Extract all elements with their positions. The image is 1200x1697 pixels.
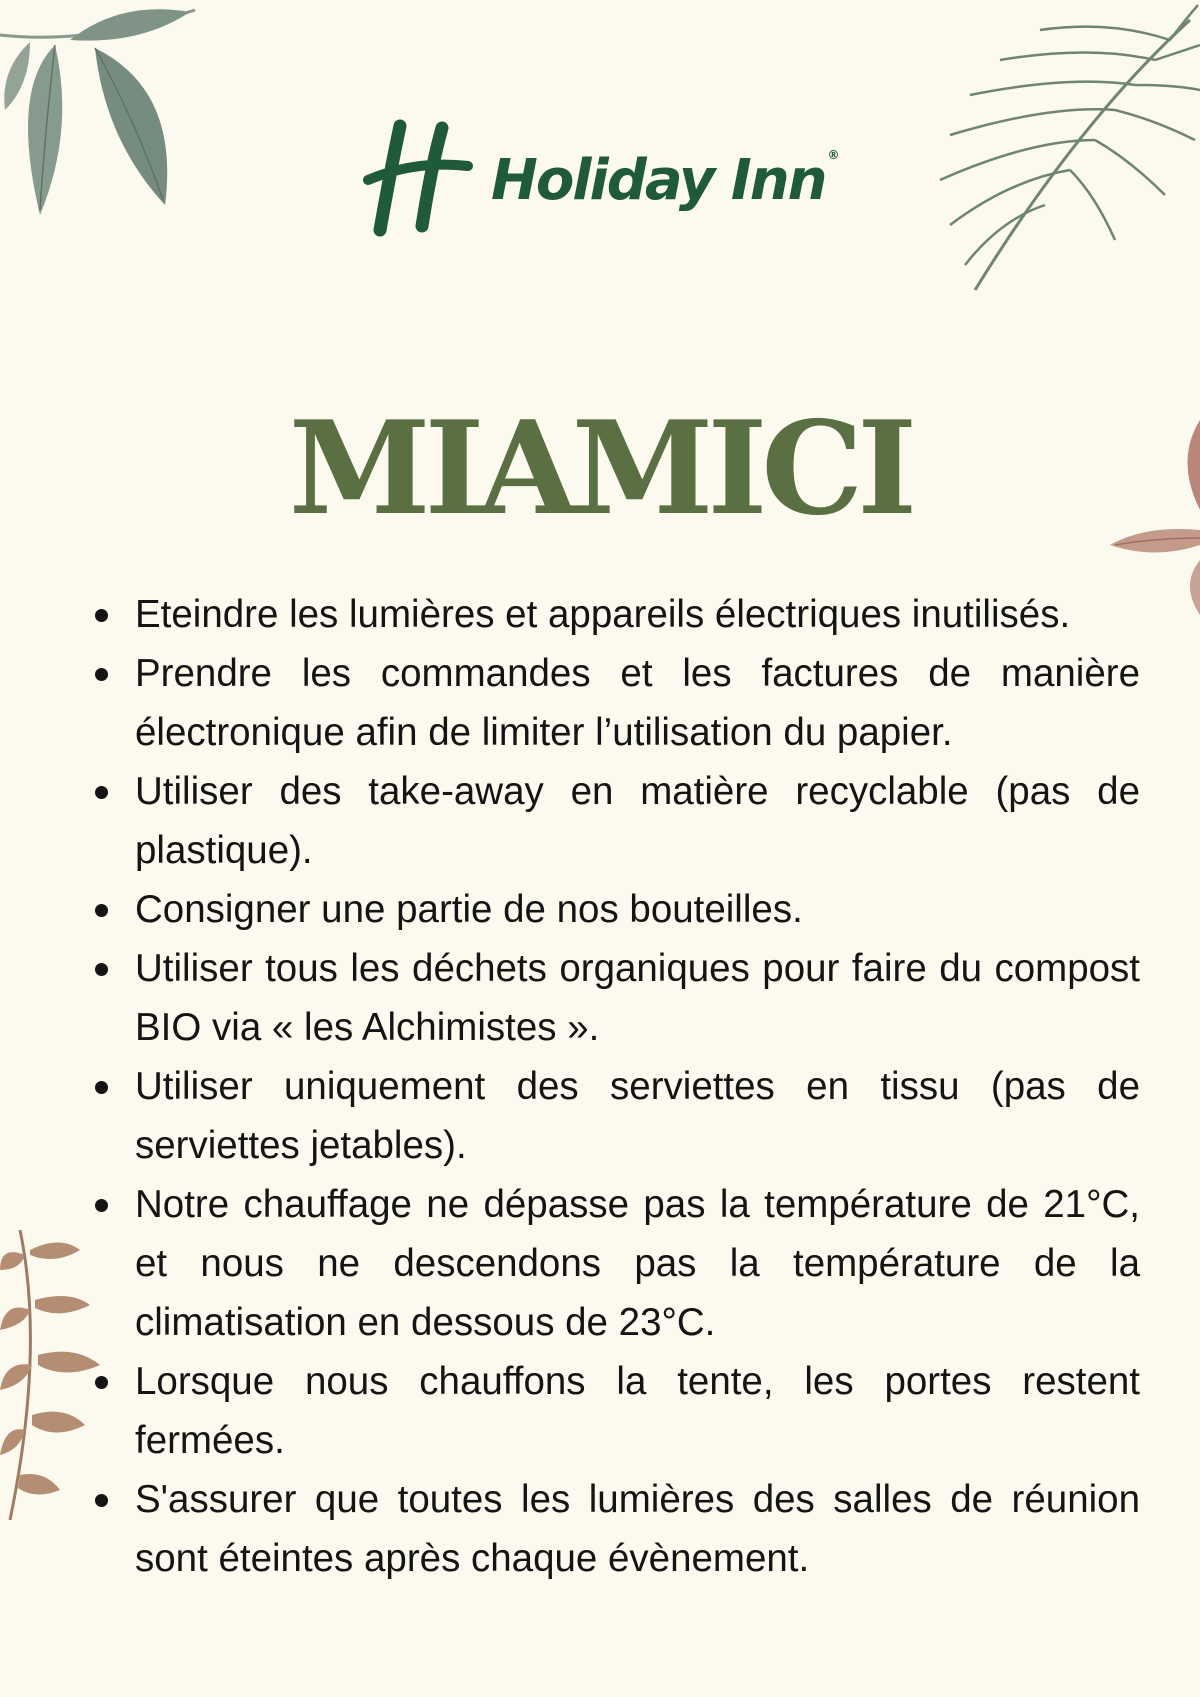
eco-actions-list [90,585,1140,1588]
list-item: Notre chauffage ne dépasse pas la température de 21°C, et nous ne descendons pas la température de la climatisation en dessous de 23°C. [90,1175,1140,1352]
list-item: Lorsque nous chauffons la tente, les portes restent fermées. [90,1352,1140,1470]
bullet-icon [95,668,108,681]
bullet-icon [95,1199,108,1212]
bullet-icon [95,904,108,917]
list-item: S'assurer que toutes les lumières des salles de réunion sont éteintes après chaque évènement. [90,1470,1140,1588]
holiday-inn-h-logo-icon [360,118,475,238]
logo-wordmark: Holiday Inn ® [491,147,838,213]
list-item: Utiliser tous les déchets organiques pour faire du compost BIO via « les Alchimistes ». [90,939,1140,1057]
list-item: Consigner une partie de nos bouteilles. [90,880,1140,939]
bullet-icon [95,609,108,622]
bullet-icon [95,786,108,799]
palm-leaf-icon [930,0,1200,300]
eucalyptus-leaf-icon [0,0,200,225]
bullet-icon [95,1081,108,1094]
list-item: Utiliser des take-away en matière recyclable (pas de plastique). [90,762,1140,880]
bullet-icon [95,1376,108,1389]
holiday-inn-logo [360,118,860,238]
page-title: MIAMICI [288,394,912,544]
bullet-icon [95,963,108,976]
list-item: Prendre les commandes et les factures de manière électronique afin de limiter l’utilisation du papier. [90,644,1140,762]
bullet-icon [95,1494,108,1507]
list-item: Utiliser uniquement des serviettes en tissu (pas de serviettes jetables). [90,1057,1140,1175]
list-item: Eteindre les lumières et appareils électriques inutilisés. [90,585,1140,644]
